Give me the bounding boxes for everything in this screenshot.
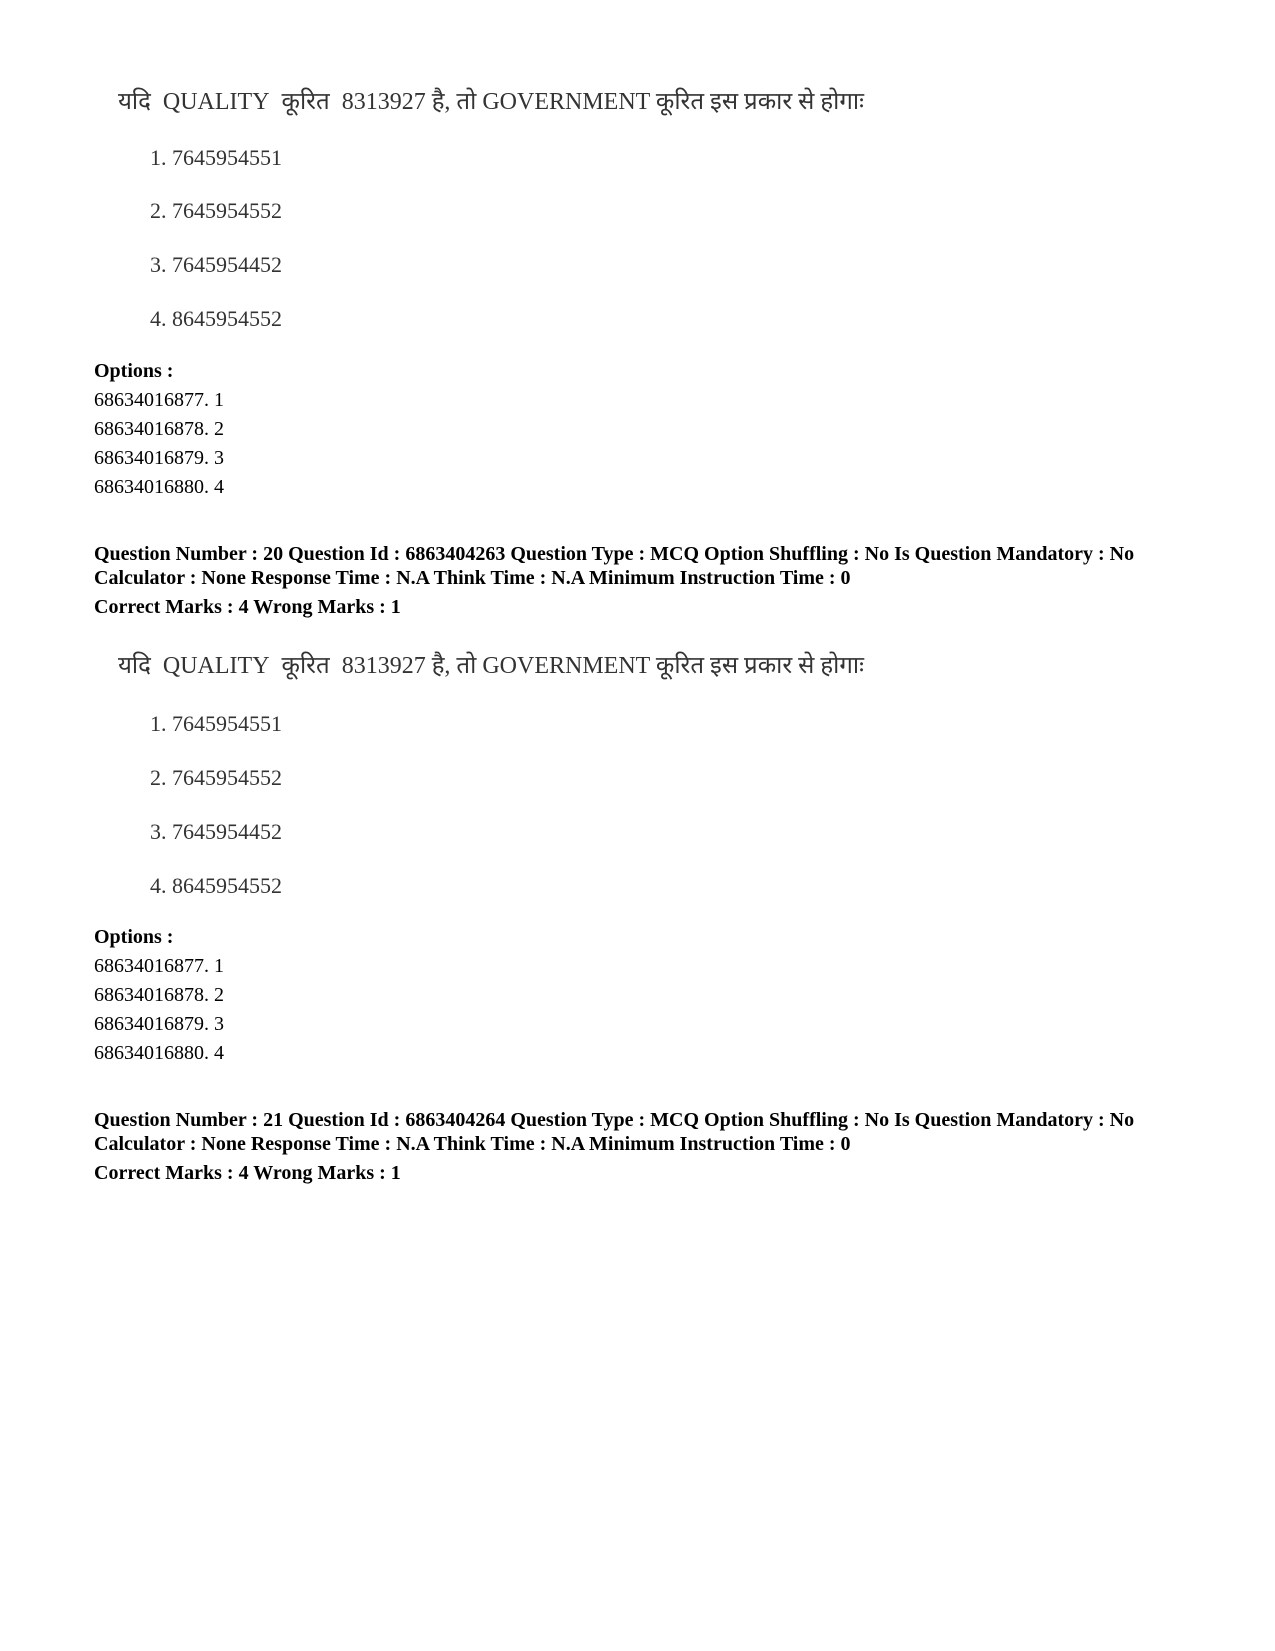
- question-marks: Correct Marks : 4 Wrong Marks : 1: [94, 1162, 401, 1184]
- question-middle: है, तो: [431, 653, 477, 679]
- question-meta: Question Number : 20 Question Id : 6863404263 Question Type : MCQ Option Shuffling : No Is Question Mandatory : No Calculator : None Response Time : N.A Think Time : N.A Minimum Instruction Time : 0: [94, 543, 1135, 589]
- answer-choice: 2. 7645954552: [150, 198, 282, 223]
- question-target: GOVERNMENT: [482, 89, 650, 115]
- question-prefix: यदि: [118, 653, 151, 679]
- question-code: 8313927: [341, 89, 426, 115]
- question-code-label: कूरित: [281, 89, 330, 115]
- question-code-label: कूरित: [281, 653, 330, 679]
- question-suffix: कूरित इस प्रकार से होगाः: [655, 653, 864, 679]
- question-code: 8313927: [341, 653, 426, 679]
- question-word: QUALITY: [162, 653, 270, 679]
- question-suffix: कूरित इस प्रकार से होगाः: [655, 89, 864, 115]
- option-row: 68634016880. 4: [94, 476, 224, 498]
- option-row: 68634016878. 2: [94, 418, 224, 440]
- option-row: 68634016880. 4: [94, 1042, 224, 1064]
- answer-choice: 3. 7645954452: [150, 252, 282, 277]
- option-row: 68634016879. 3: [94, 447, 224, 469]
- answer-choice: 4. 8645954552: [150, 873, 282, 898]
- options-heading: Options :: [94, 926, 174, 948]
- answer-choice: 1. 7645954551: [150, 711, 282, 736]
- question-word: QUALITY: [162, 89, 270, 115]
- answer-choice: 1. 7645954551: [150, 145, 282, 170]
- answer-choice: 4. 8645954552: [150, 306, 282, 331]
- option-row: 68634016877. 1: [94, 389, 224, 411]
- question-target: GOVERNMENT: [482, 653, 650, 679]
- answer-choice: 2. 7645954552: [150, 765, 282, 790]
- question-marks: Correct Marks : 4 Wrong Marks : 1: [94, 596, 401, 618]
- question-middle: है, तो: [431, 89, 477, 115]
- question-text: [118, 84, 864, 117]
- question-prefix: यदि: [118, 89, 151, 115]
- answer-choice: 3. 7645954452: [150, 819, 282, 844]
- options-heading: Options :: [94, 360, 174, 382]
- question-text: [118, 648, 864, 681]
- option-row: 68634016878. 2: [94, 984, 224, 1006]
- option-row: 68634016877. 1: [94, 955, 224, 977]
- question-meta: Question Number : 21 Question Id : 6863404264 Question Type : MCQ Option Shuffling : No Is Question Mandatory : No Calculator : None Response Time : N.A Think Time : N.A Minimum Instruction Time : 0: [94, 1109, 1135, 1155]
- option-row: 68634016879. 3: [94, 1013, 224, 1035]
